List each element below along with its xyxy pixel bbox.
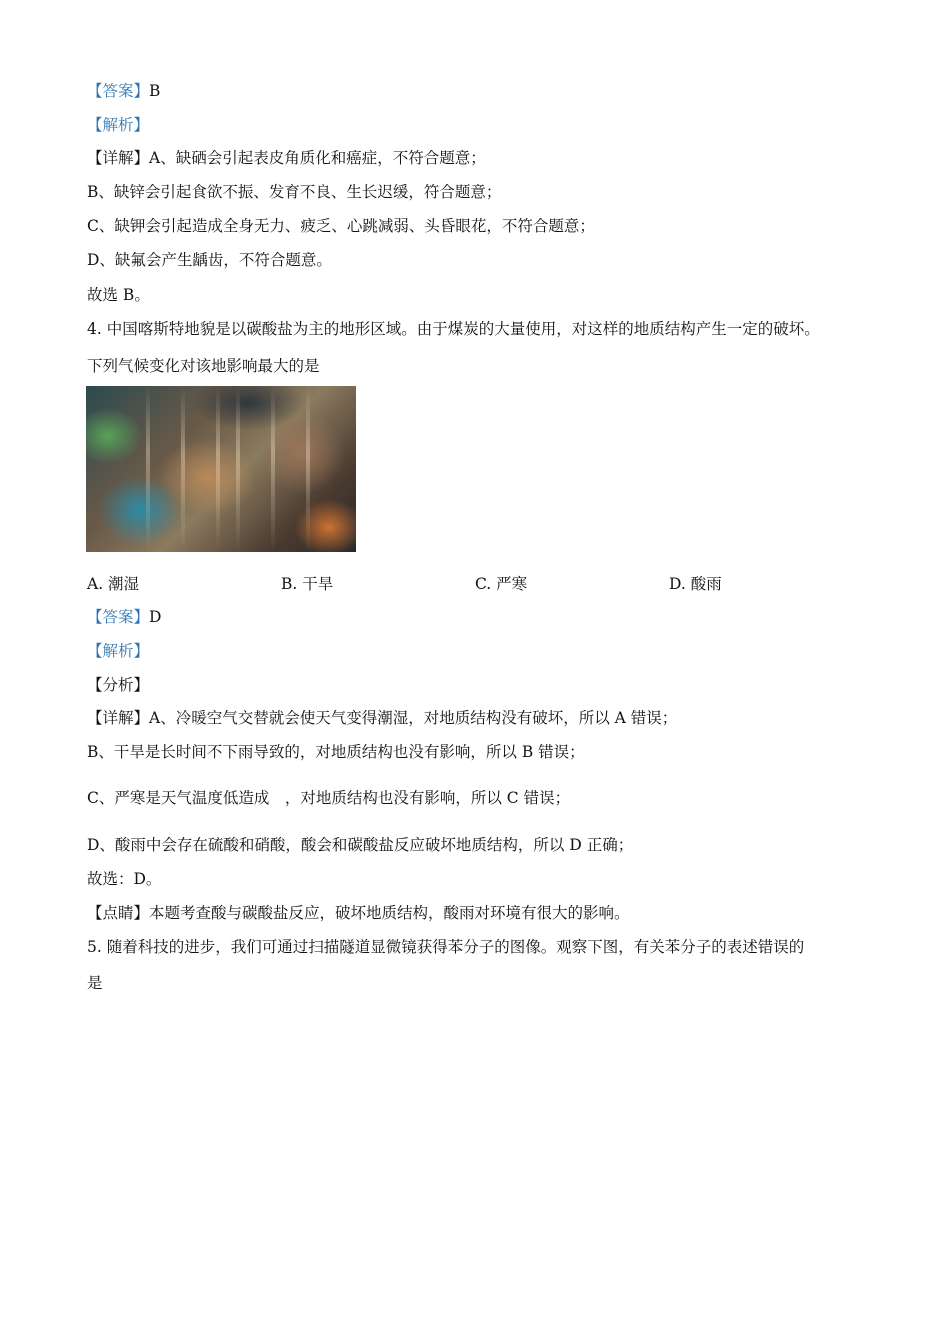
q5-stem-line2: 是: [87, 974, 103, 992]
q4-answer-value: D: [149, 608, 162, 626]
q4-answer-tag: 【答案】: [87, 608, 150, 626]
q4-conclusion: 故选：D。: [87, 870, 162, 888]
q3-detail-text: A、缺硒会引起表皮角质化和癌症，不符合题意；: [149, 149, 486, 167]
q4-fenxi-tag: 【分析】: [87, 676, 150, 694]
q3-line-d: D、缺氟会产生龋齿，不符合题意。: [87, 251, 332, 269]
q4-comment-line: [87, 902, 630, 924]
q4-option-c: C. 严寒: [475, 575, 528, 593]
q3-conclusion: 故选 B。: [87, 286, 150, 304]
q4-stem-line1: 4. 中国喀斯特地貌是以碳酸盐为主的地形区域。由于煤炭的大量使用，对这样的地质结构产生一定的破坏。: [87, 320, 820, 338]
q3-answer-tag: 【答案】: [87, 82, 150, 100]
q4-comment-text: 本题考查酸与碳酸盐反应，破坏地质结构，酸雨对环境有很大的影响。: [149, 904, 630, 922]
q3-analysis-tag: 【解析】: [87, 116, 150, 134]
q4-option-a: A. 潮湿: [87, 575, 140, 593]
q3-line-b: B、缺锌会引起食欲不振、发育不良、生长迟缓，符合题意；: [87, 183, 502, 201]
karst-cave-photo: [86, 386, 356, 552]
q4-line-d: D、酸雨中会存在硫酸和硝酸，酸会和碳酸盐反应破坏地质结构，所以 D 正确；: [87, 836, 634, 854]
q3-answer-line: [87, 80, 160, 102]
q4-stem-line2: 下列气候变化对该地影响最大的是: [87, 357, 320, 375]
q3-answer-value: B: [149, 82, 161, 100]
q4-line-b: B、干旱是长时间不下雨导致的，对地质结构也没有影响，所以 B 错误；: [87, 743, 585, 761]
q3-detail-tag: 【详解】: [87, 149, 150, 167]
q4-answer-line: [87, 606, 161, 628]
q3-line-c: C、缺钾会引起造成全身无力、疲乏、心跳减弱、头昏眼花，不符合题意；: [87, 217, 595, 235]
q4-detail-text: A、冷暖空气交替就会使天气变得潮湿，对地质结构没有破坏，所以 A 错误；: [149, 709, 678, 727]
q4-option-d: D. 酸雨: [669, 575, 722, 593]
q4-detail-tag: 【详解】: [87, 709, 150, 727]
q3-detail-line: [87, 147, 486, 169]
q4-comment-tag: 【点睛】: [87, 904, 150, 922]
q4-line-c: C、严寒是天气温度低造成 ，对地质结构也没有影响，所以 C 错误；: [87, 789, 571, 807]
q4-analysis-tag: 【解析】: [87, 642, 150, 660]
q4-option-b: B. 干旱: [281, 575, 334, 593]
q5-stem-line1: 5. 随着科技的进步，我们可通过扫描隧道显微镜获得苯分子的图像。观察下图，有关苯分子的表述错误的: [87, 938, 805, 956]
q4-detail-line: [87, 707, 677, 729]
